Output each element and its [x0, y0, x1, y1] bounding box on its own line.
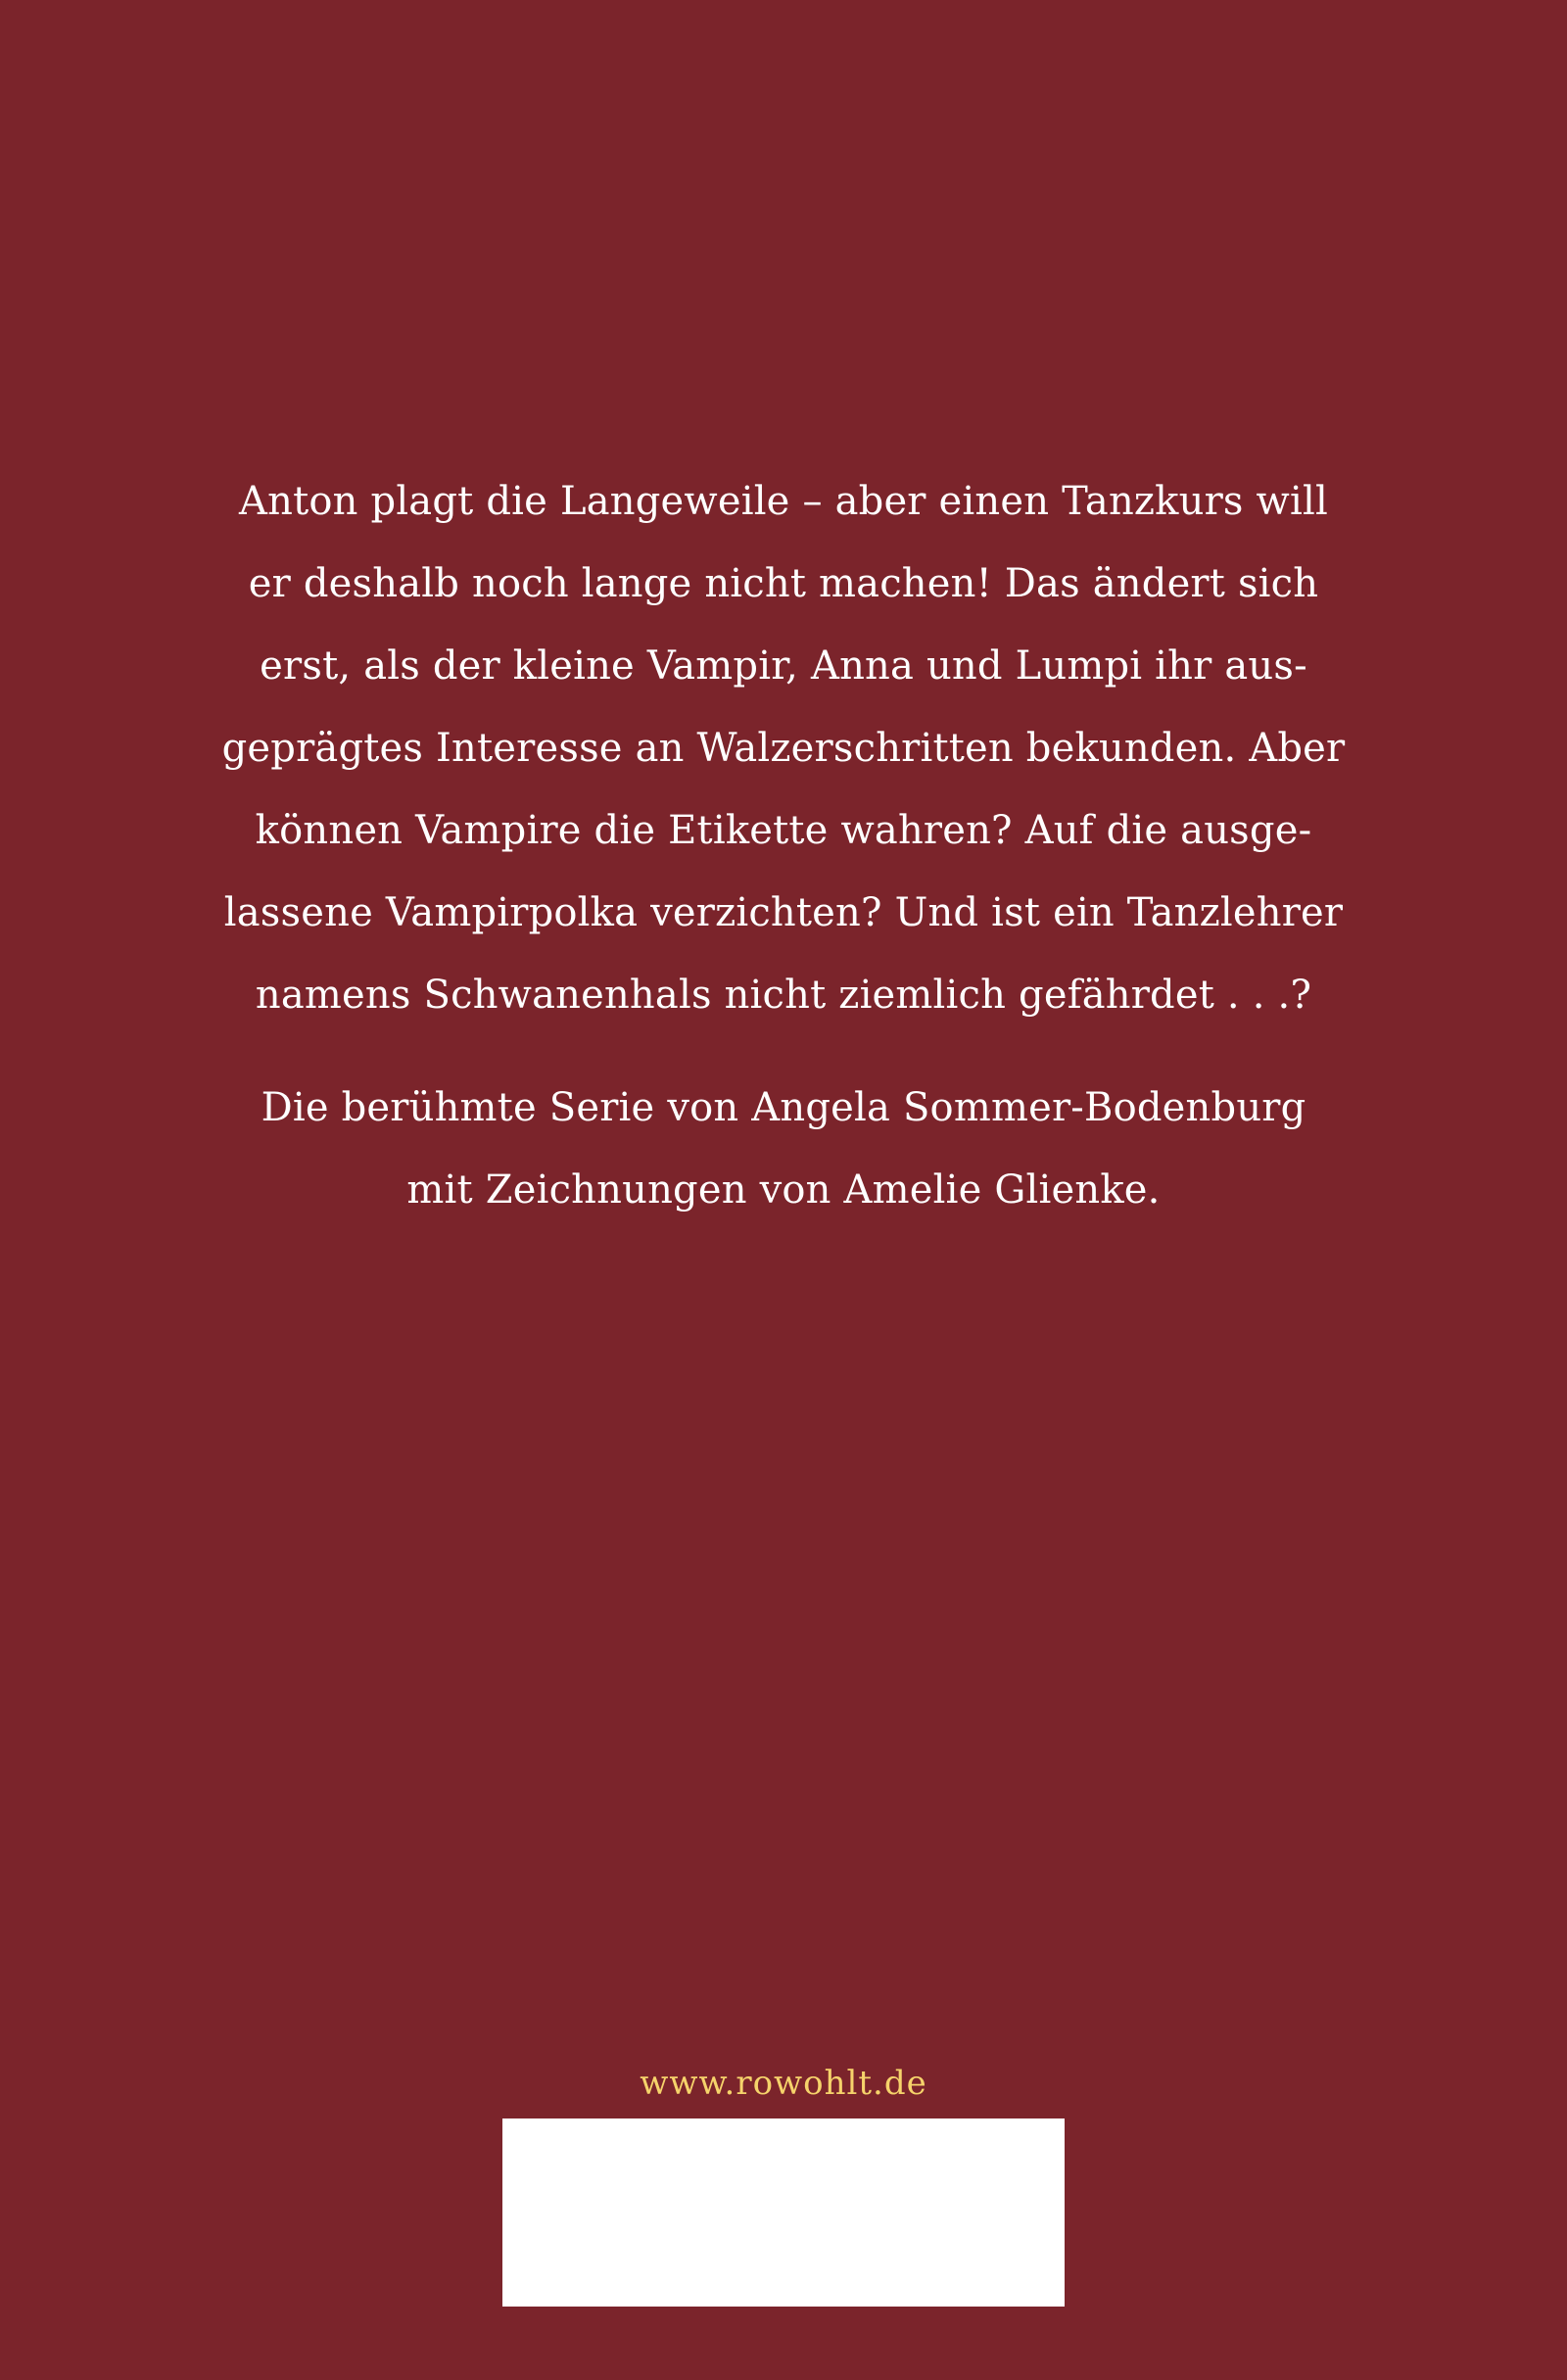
- blurb-line: können Vampire die Etikette wahren? Auf die ausge-: [255, 808, 1312, 853]
- blurb-line: geprägtes Interesse an Walzerschritten bekunden. Aber: [221, 726, 1346, 771]
- blurb-text: [0, 460, 1567, 1036]
- barcode-placeholder: [502, 2118, 1065, 2307]
- series-credit-line: Die berühmte Serie von Angela Sommer-Bodenburg: [261, 1085, 1306, 1130]
- series-credit-line: mit Zeichnungen von Amelie Glienke.: [406, 1167, 1161, 1213]
- publisher-website: www.rowohlt.de: [640, 2064, 927, 2103]
- series-credit: [0, 1067, 1567, 1231]
- blurb-line: lassene Vampirpolka verzichten? Und ist ein Tanzlehrer: [223, 890, 1344, 935]
- blurb-line: er deshalb noch lange nicht machen! Das ändert sich: [248, 561, 1319, 606]
- blurb-line: namens Schwanenhals nicht ziemlich gefährdet . . .?: [255, 973, 1312, 1018]
- blurb-line: Anton plagt die Langeweile – aber einen Tanzkurs will: [239, 479, 1328, 524]
- blurb-line: erst, als der kleine Vampir, Anna und Lumpi ihr aus-: [260, 643, 1307, 689]
